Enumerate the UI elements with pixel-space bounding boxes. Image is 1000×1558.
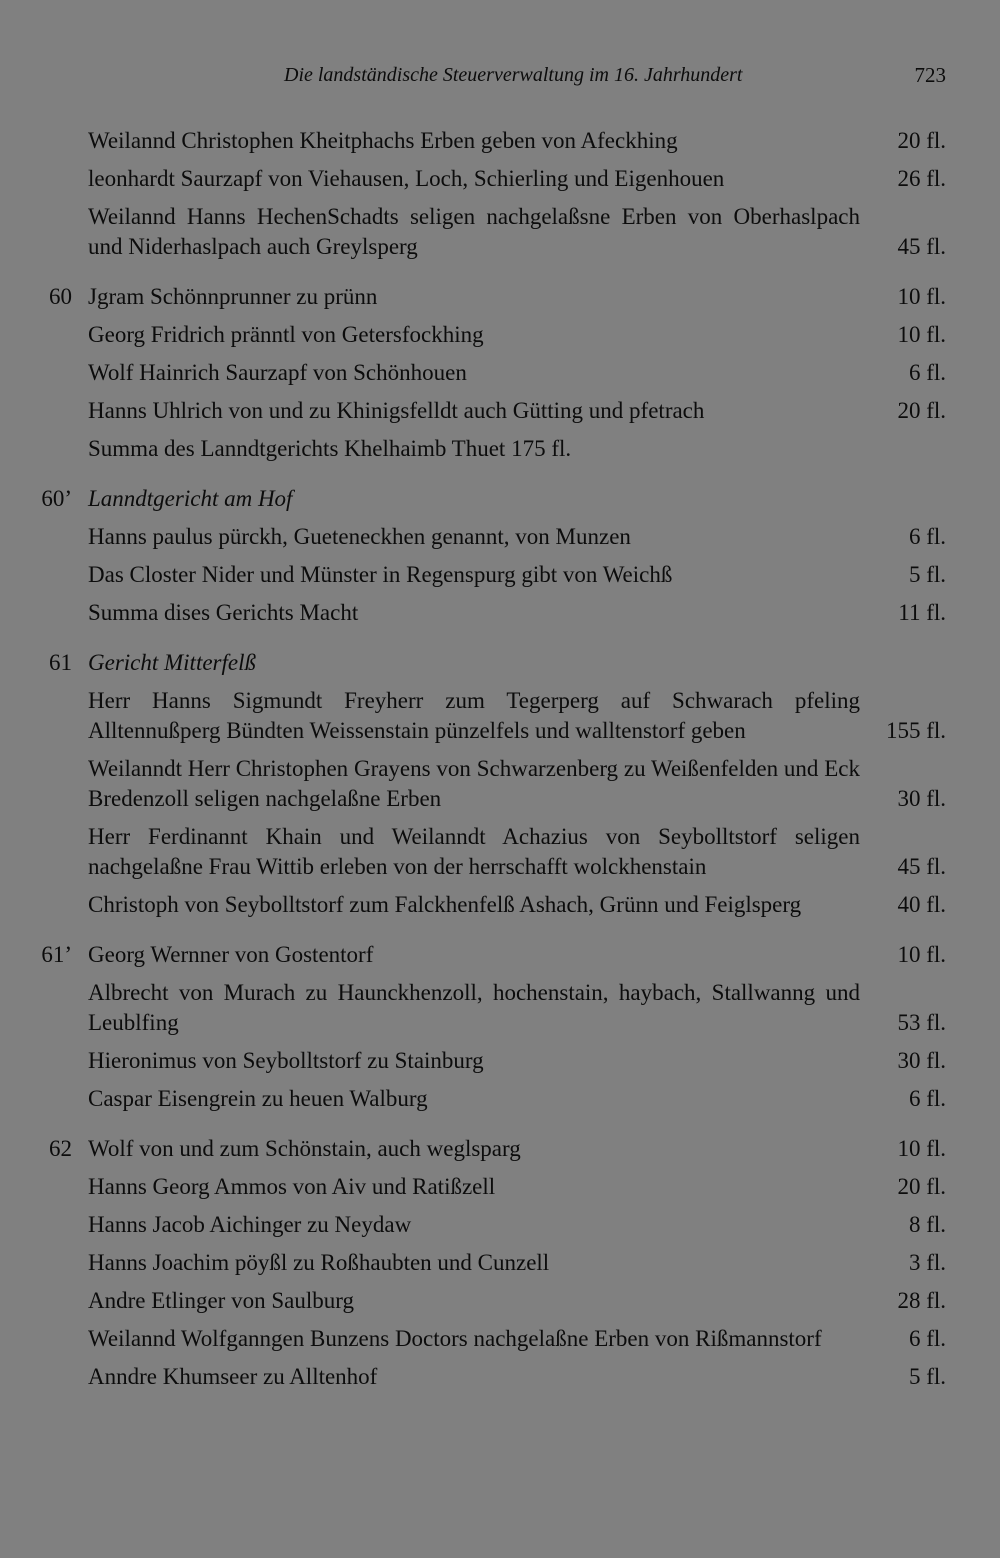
entry-group xyxy=(0,940,1000,1114)
entry-text: Hanns Jacob Aichinger zu Neydaw xyxy=(88,1212,412,1237)
amount: 26 fl. xyxy=(897,166,946,191)
entry-text: Andre Etlinger von Saulburg xyxy=(88,1288,354,1313)
amount: 6 fl. xyxy=(908,1326,946,1351)
entry-group xyxy=(0,484,1000,628)
entry-text: Christoph von Seybolltstorf zum Falckhenfelß Ashach, Grünn und Feiglsperg xyxy=(88,892,802,917)
entry-text: Summa dises Gerichts Macht xyxy=(88,600,359,625)
amount: 8 fl. xyxy=(908,1212,946,1237)
entry-text: Hanns Uhlrich von und zu Khinigsfelldt auch Gütting und pfetrach xyxy=(88,398,705,423)
ledger-entry xyxy=(0,126,1000,156)
entry-group xyxy=(0,282,1000,464)
ledger-entry xyxy=(0,522,1000,552)
ledger-entry xyxy=(0,1046,1000,1076)
ledger-entry xyxy=(0,940,1000,970)
entry-text: Georg Wernner von Gostentorf xyxy=(88,942,374,967)
amount: 30 fl. xyxy=(897,786,946,811)
ledger-entry xyxy=(0,1248,1000,1278)
entry-text: Hanns paulus pürckh, Gueteneckhen genannt, von Munzen xyxy=(88,524,631,549)
entry-text: Summa des Lanndtgerichts Khelhaimb Thuet 175 fl. xyxy=(88,436,572,461)
margin-number: 61 xyxy=(49,650,72,675)
entry-text: Das Closter Nider und Münster in Regenspurg gibt von Weichß xyxy=(88,562,673,587)
entry-text: Weilannd Hanns HechenSchadts seligen nachgelaßsne Erben von Oberhaslpach und Niderhaslpach auch Greylsperg xyxy=(88,204,860,259)
ledger-entry xyxy=(0,890,1000,920)
entry-text: Albrecht von Murach zu Haunckhenzoll, hochenstain, haybach, Stallwanng und Leublfing xyxy=(88,980,860,1035)
amount: 10 fl. xyxy=(897,322,946,347)
ledger-entry xyxy=(0,648,1000,678)
entry-text: Herr Ferdinannt Khain und Weilanndt Achazius von Seybolltstorf seligen nachgelaßne Frau Wittib erleben von der herrschafft wolckhenstain xyxy=(88,824,860,879)
margin-number: 60’ xyxy=(41,486,72,511)
entry-text: Hanns Joachim pöyßl zu Roßhaubten und Cunzell xyxy=(88,1250,550,1275)
entry-text: leonhardt Saurzapf von Viehausen, Loch, Schierling und Eigenhouen xyxy=(88,166,725,191)
entry-text: Weilannd Christophen Kheitphachs Erben geben von Afeckhing xyxy=(88,128,678,153)
amount: 10 fl. xyxy=(897,942,946,967)
amount: 3 fl. xyxy=(908,1250,946,1275)
margin-number: 60 xyxy=(49,284,72,309)
page-header xyxy=(0,62,1000,92)
margin-number: 61’ xyxy=(41,942,72,967)
entry-text: Anndre Khumseer zu Alltenhof xyxy=(88,1364,378,1389)
entry-text: Caspar Eisengrein zu heuen Walburg xyxy=(88,1086,428,1111)
amount: 5 fl. xyxy=(908,562,946,587)
ledger-entry xyxy=(0,1362,1000,1392)
ledger-entry xyxy=(0,754,1000,814)
ledger-entry xyxy=(0,1324,1000,1354)
ledger-entry xyxy=(0,396,1000,426)
ledger-entry xyxy=(0,434,1000,464)
entry-group xyxy=(0,1134,1000,1392)
entry-text: Weilannd Wolfganngen Bunzens Doctors nachgelaßne Erben von Rißmannstorf xyxy=(88,1326,822,1351)
amount: 45 fl. xyxy=(897,854,946,879)
entry-text: Jgram Schönnprunner zu prünn xyxy=(88,284,378,309)
ledger-entry xyxy=(0,1210,1000,1240)
amount: 5 fl. xyxy=(908,1364,946,1389)
amount: 6 fl. xyxy=(908,360,946,385)
amount: 40 fl. xyxy=(897,892,946,917)
entry-text: Weilanndt Herr Christophen Grayens von Schwarzenberg zu Weißenfelden und Eck Bredenzoll seligen nachgelaßne Erben xyxy=(88,756,860,811)
margin-number: 62 xyxy=(49,1136,72,1161)
ledger-entry xyxy=(0,282,1000,312)
amount: 20 fl. xyxy=(897,1174,946,1199)
entry-group xyxy=(0,126,1000,262)
section-heading: Lanndtgericht am Hof xyxy=(88,486,293,511)
entry-text: Hanns Georg Ammos von Aiv und Ratißzell xyxy=(88,1174,496,1199)
section-heading: Gericht Mitterfelß xyxy=(88,650,256,675)
ledger-entry xyxy=(0,560,1000,590)
amount: 10 fl. xyxy=(897,284,946,309)
ledger-entry xyxy=(0,1134,1000,1164)
running-title: Die landständische Steuerverwaltung im 16. Jahrhundert xyxy=(284,64,743,86)
amount: 30 fl. xyxy=(897,1048,946,1073)
ledger-entry xyxy=(0,978,1000,1038)
entry-text: Georg Fridrich pränntl von Getersfockhing xyxy=(88,322,484,347)
page-body xyxy=(0,126,1000,1400)
amount: 155 fl. xyxy=(885,718,946,743)
ledger-entry xyxy=(0,1172,1000,1202)
entry-text: Herr Hanns Sigmundt Freyherr zum Tegerperg auf Schwarach pfeling Alltennußperg Bündten Weissenstain pünzelfels und walltenstorf geben xyxy=(88,688,860,743)
entry-text: Wolf Hainrich Saurzapf von Schönhouen xyxy=(88,360,467,385)
amount: 28 fl. xyxy=(897,1288,946,1313)
ledger-entry xyxy=(0,1084,1000,1114)
ledger-entry xyxy=(0,484,1000,514)
ledger-entry xyxy=(0,822,1000,882)
ledger-entry xyxy=(0,164,1000,194)
entry-text: Hieronimus von Seybolltstorf zu Stainburg xyxy=(88,1048,484,1073)
entry-group xyxy=(0,648,1000,920)
amount: 20 fl. xyxy=(897,128,946,153)
amount: 6 fl. xyxy=(908,524,946,549)
amount: 11 fl. xyxy=(898,600,946,625)
ledger-entry xyxy=(0,598,1000,628)
amount: 6 fl. xyxy=(908,1086,946,1111)
amount: 10 fl. xyxy=(897,1136,946,1161)
ledger-entry xyxy=(0,358,1000,388)
entry-text: Wolf von und zum Schönstain, auch weglsparg xyxy=(88,1136,521,1161)
ledger-entry xyxy=(0,1286,1000,1316)
page-number: 723 xyxy=(914,63,946,87)
amount: 53 fl. xyxy=(897,1010,946,1035)
ledger-entry xyxy=(0,686,1000,746)
ledger-entry xyxy=(0,202,1000,262)
amount: 45 fl. xyxy=(897,234,946,259)
amount: 20 fl. xyxy=(897,398,946,423)
ledger-entry xyxy=(0,320,1000,350)
